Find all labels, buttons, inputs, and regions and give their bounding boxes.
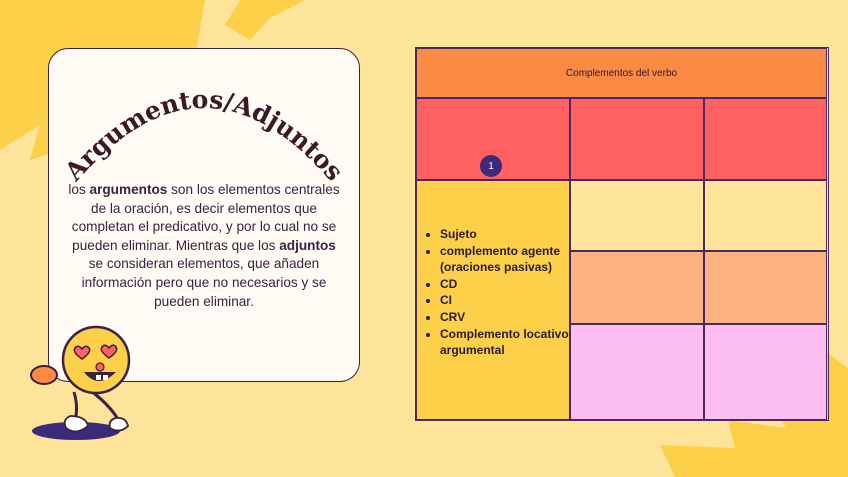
- table-cell: [570, 180, 704, 251]
- list-item: • CD: [440, 276, 586, 293]
- step-number-badge: 1: [480, 155, 502, 177]
- table-cell: [570, 98, 704, 180]
- verb-complements-table: [415, 47, 829, 421]
- table-cell: [704, 180, 827, 251]
- term-adjuntos: adjuntos: [279, 237, 336, 253]
- table-cell: [704, 324, 827, 420]
- list-item: • complemento agente (oraciones pasivas): [440, 243, 586, 276]
- svg-text:Argumentos/Adjuntos: [58, 85, 348, 187]
- argument-list: [426, 226, 586, 359]
- table-cell-argumentos: [416, 98, 570, 180]
- list-item: • CI: [440, 292, 586, 309]
- table-header: [416, 48, 827, 98]
- list-item: • Sujeto: [440, 226, 586, 243]
- table-header-label: Complementos del verbo: [565, 67, 678, 79]
- smiley-mascot-illustration: [24, 320, 144, 445]
- definition-text: los argumentos son los elementos centrales de la oración, es decir elementos que completan el predicativo, y por lo cual no se pueden eliminar. Mientras que los adjuntos se consideran elementos, que añaden información pero que no necesarios y se pueden eliminar.: [68, 182, 340, 309]
- list-item: • Complemento locativo argumental: [440, 326, 586, 359]
- table-cell: [570, 324, 704, 420]
- card-title-text: Argumentos/Adjuntos: [59, 84, 349, 187]
- list-item: • CRV: [440, 309, 586, 326]
- table-cell: [570, 251, 704, 324]
- table-cell: [704, 251, 827, 324]
- term-argumentos: argumentos: [89, 182, 168, 197]
- table-cell: [704, 98, 827, 180]
